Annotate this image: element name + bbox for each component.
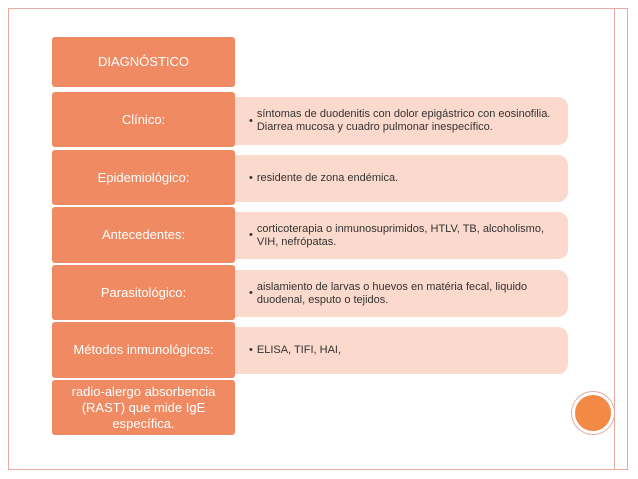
- detail-clinico-text: síntomas de duodenitis con dolor epigástrico con eosinofilia. Diarrea mucosa y cuadro pulmonar inespecífico.: [256, 108, 551, 133]
- detail-epidemiologico: [235, 155, 568, 202]
- label-clinico: Clínico:: [121, 111, 166, 127]
- label-inmunologicos: Métodos inmunológicos:: [73, 342, 214, 357]
- decorative-circle: [572, 392, 614, 434]
- bullet-icon: •: [249, 287, 253, 299]
- rast-box: [52, 380, 235, 435]
- detail-parasitologico-text: aislamiento de larvas o huevos en matéria fecal, liquido duodenal, esputo o tejidos.: [256, 280, 528, 306]
- detail-antecedentes-text: corticoterapia o inmunosuprimidos, HTLV, TB, alcoholismo, VIH, nefrópatas.: [256, 222, 545, 248]
- bullet-icon: •: [249, 229, 253, 241]
- diagnostico-title: DIAGNÓSTICO: [97, 54, 189, 69]
- label-epidemiologico: Epidemiológico:: [97, 169, 190, 185]
- detail-antecedentes: [235, 212, 568, 259]
- detail-inmunologicos-text: ELISA, TIFI, HAI,: [256, 344, 342, 356]
- label-antecedentes-box: [52, 207, 235, 263]
- label-parasitologico-box: [52, 265, 235, 320]
- label-parasitologico: Parasitológico:: [100, 284, 187, 300]
- label-antecedentes: Antecedentes:: [101, 227, 186, 242]
- rast-text: radio-alergo absorbencia (RAST) que mide IgE específica.: [71, 383, 216, 431]
- detail-clinico: [235, 97, 568, 145]
- label-epidemiologico-box: [52, 150, 235, 205]
- label-clinico-box: [52, 92, 235, 147]
- bullet-icon: •: [249, 114, 253, 127]
- label-inmunologicos-box: [52, 322, 235, 378]
- detail-inmunologicos: [235, 327, 568, 374]
- diagnostico-title-box: [52, 37, 235, 87]
- bullet-icon: •: [249, 344, 253, 356]
- bullet-icon: •: [249, 172, 253, 184]
- detail-parasitologico: [235, 270, 568, 317]
- detail-epidemiologico-text: residente de zona endémica.: [256, 172, 399, 184]
- slide-border-line: [614, 8, 615, 470]
